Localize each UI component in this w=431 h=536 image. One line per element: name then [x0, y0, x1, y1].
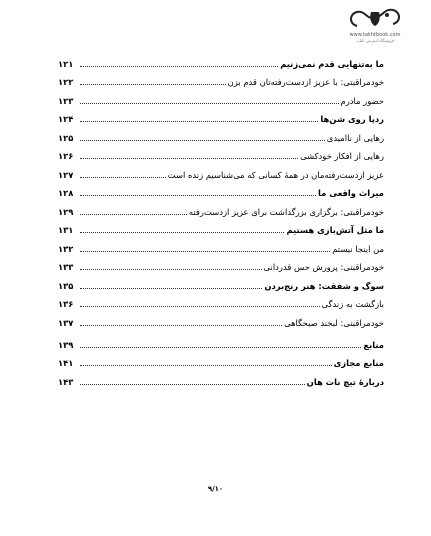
toc-page-number: ۱۳۵: [58, 280, 74, 291]
toc-entry-title: عزیز ازدست‌رفته‌مان در همهٔ کسانی که می‌شناسیم زنده است: [167, 169, 384, 180]
toc-entry-title: منابع مجازی: [333, 358, 384, 368]
toc-page-number: ۱۳۱: [58, 225, 74, 235]
toc-entry-title: خودمراقبتی: با عزیز ازدست‌رفته‌تان قدم بزن: [227, 77, 384, 87]
toc-entry: [80, 69, 384, 88]
toc-row[interactable]: [56, 180, 384, 199]
toc-page-number: ۱۲۲: [58, 77, 74, 87]
toc-row[interactable]: [56, 50, 384, 69]
toc-entry: [80, 106, 384, 125]
toc-row[interactable]: [56, 198, 384, 217]
toc-page-number: ۱۴۱: [58, 358, 74, 368]
table-of-contents: [56, 50, 384, 387]
publisher-logo: [327, 6, 423, 46]
toc-entry-title: میراث واقعی ما: [317, 188, 384, 198]
toc-row[interactable]: [56, 87, 384, 106]
toc-entry: [80, 161, 384, 180]
toc-entry: [80, 217, 384, 236]
dot-leader: [80, 120, 318, 122]
toc-page-number: ۱۳۳: [58, 262, 74, 272]
toc-row[interactable]: [56, 143, 384, 162]
dot-leader: [80, 157, 298, 159]
dot-leader: [80, 268, 262, 270]
logo-tagline: فروشگاه اینترنتی کتاب: [355, 38, 395, 43]
toc-entry: [80, 87, 384, 106]
toc-page-number: ۱۲۴: [58, 114, 74, 124]
dot-leader: [80, 250, 330, 252]
dot-leader: [80, 83, 226, 85]
toc-row[interactable]: [56, 350, 384, 369]
toc-page-number: ۱۳۶: [58, 299, 74, 309]
toc-entry: [80, 254, 384, 273]
toc-row[interactable]: [56, 309, 384, 328]
dot-leader: [80, 65, 278, 67]
toc-entry: [80, 272, 384, 291]
toc-page-number: ۱۲۹: [58, 206, 74, 217]
dot-leader: [80, 213, 187, 215]
toc-entry-title: خودمراقبتی: برگزاری بزرگداشت برای عزیز ازدست‌رفته: [188, 206, 384, 217]
dot-leader: [80, 176, 166, 178]
toc-row[interactable]: [56, 69, 384, 88]
toc-entry: [80, 198, 384, 217]
toc-page-number: ۱۳۷: [58, 317, 74, 328]
toc-entry-title: ردپا روی شن‌ها: [320, 114, 384, 124]
toc-entry-title: حضور مادرم: [340, 95, 384, 106]
toc-entry-title: ما به‌تنهایی قدم نمی‌زنیم: [280, 58, 384, 69]
page-number: ۹/۱۰: [207, 485, 224, 493]
toc-row[interactable]: [56, 254, 384, 273]
dot-leader: [80, 364, 332, 366]
toc-row[interactable]: [56, 106, 384, 125]
toc-entry: [80, 143, 384, 162]
toc-entry-title: ما مثل آتش‌بازی هستیم: [286, 225, 384, 235]
toc-page-number: ۱۲۱: [58, 58, 74, 69]
dot-leader: [80, 139, 325, 141]
dot-leader: [80, 305, 320, 307]
dot-leader: [80, 287, 262, 289]
toc-entry: [80, 328, 384, 350]
toc-row[interactable]: [56, 291, 384, 310]
toc-entry-title: خودمراقبتی: پرورش حس قدردانی: [263, 262, 384, 272]
toc-entry-title: من اینجا نیستم: [332, 243, 384, 254]
dot-leader: [80, 231, 284, 233]
toc-entry: [80, 50, 384, 69]
toc-page-number: ۱۳۹: [58, 339, 74, 350]
toc-entry-title: رهایی از افکار خودکشی: [300, 151, 384, 161]
dot-leader: [80, 383, 305, 385]
toc-entry: [80, 235, 384, 254]
logo-site-text: www.takhtbook.com: [349, 32, 401, 38]
toc-row[interactable]: [56, 328, 384, 350]
toc-row[interactable]: [56, 272, 384, 291]
toc-page-number: ۱۲۶: [58, 151, 74, 161]
toc-page-number: ۱۲۸: [58, 188, 74, 198]
dot-leader: [80, 346, 361, 348]
toc-entry-title: دربارهٔ تیچ نات هان: [306, 376, 384, 387]
toc-row[interactable]: [56, 368, 384, 387]
toc-entry: [80, 124, 384, 143]
toc-row[interactable]: [56, 161, 384, 180]
toc-row[interactable]: [56, 124, 384, 143]
toc-entry-title: منابع: [363, 339, 384, 350]
toc-page-number: ۱۲۵: [58, 132, 74, 143]
toc-entry: [80, 350, 384, 369]
toc-row[interactable]: [56, 217, 384, 236]
dot-leader: [80, 324, 282, 326]
toc-entry: [80, 291, 384, 310]
toc-entry-title: خودمراقبتی: لبخند صبحگاهی: [284, 317, 384, 328]
toc-page-number: ۱۴۳: [58, 376, 74, 387]
dot-leader: [80, 194, 316, 196]
toc-page-number: ۱۲۷: [58, 169, 74, 180]
dot-leader: [80, 102, 339, 104]
toc-entry: [80, 309, 384, 328]
toc-entry-title: رهایی از ناامیدی: [326, 132, 384, 143]
toc-entry-title: سوگ و شفقت: هنر رنج‌بردن: [264, 280, 384, 291]
toc-page-number: ۱۳۲: [58, 243, 74, 254]
toc-row[interactable]: [56, 235, 384, 254]
toc-entry: [80, 368, 384, 387]
vase-logo-icon: [345, 6, 405, 32]
toc-entry: [80, 180, 384, 199]
toc-entry-title: بازگشت به زندگی: [321, 299, 384, 309]
toc-page-number: ۱۲۳: [58, 95, 74, 106]
